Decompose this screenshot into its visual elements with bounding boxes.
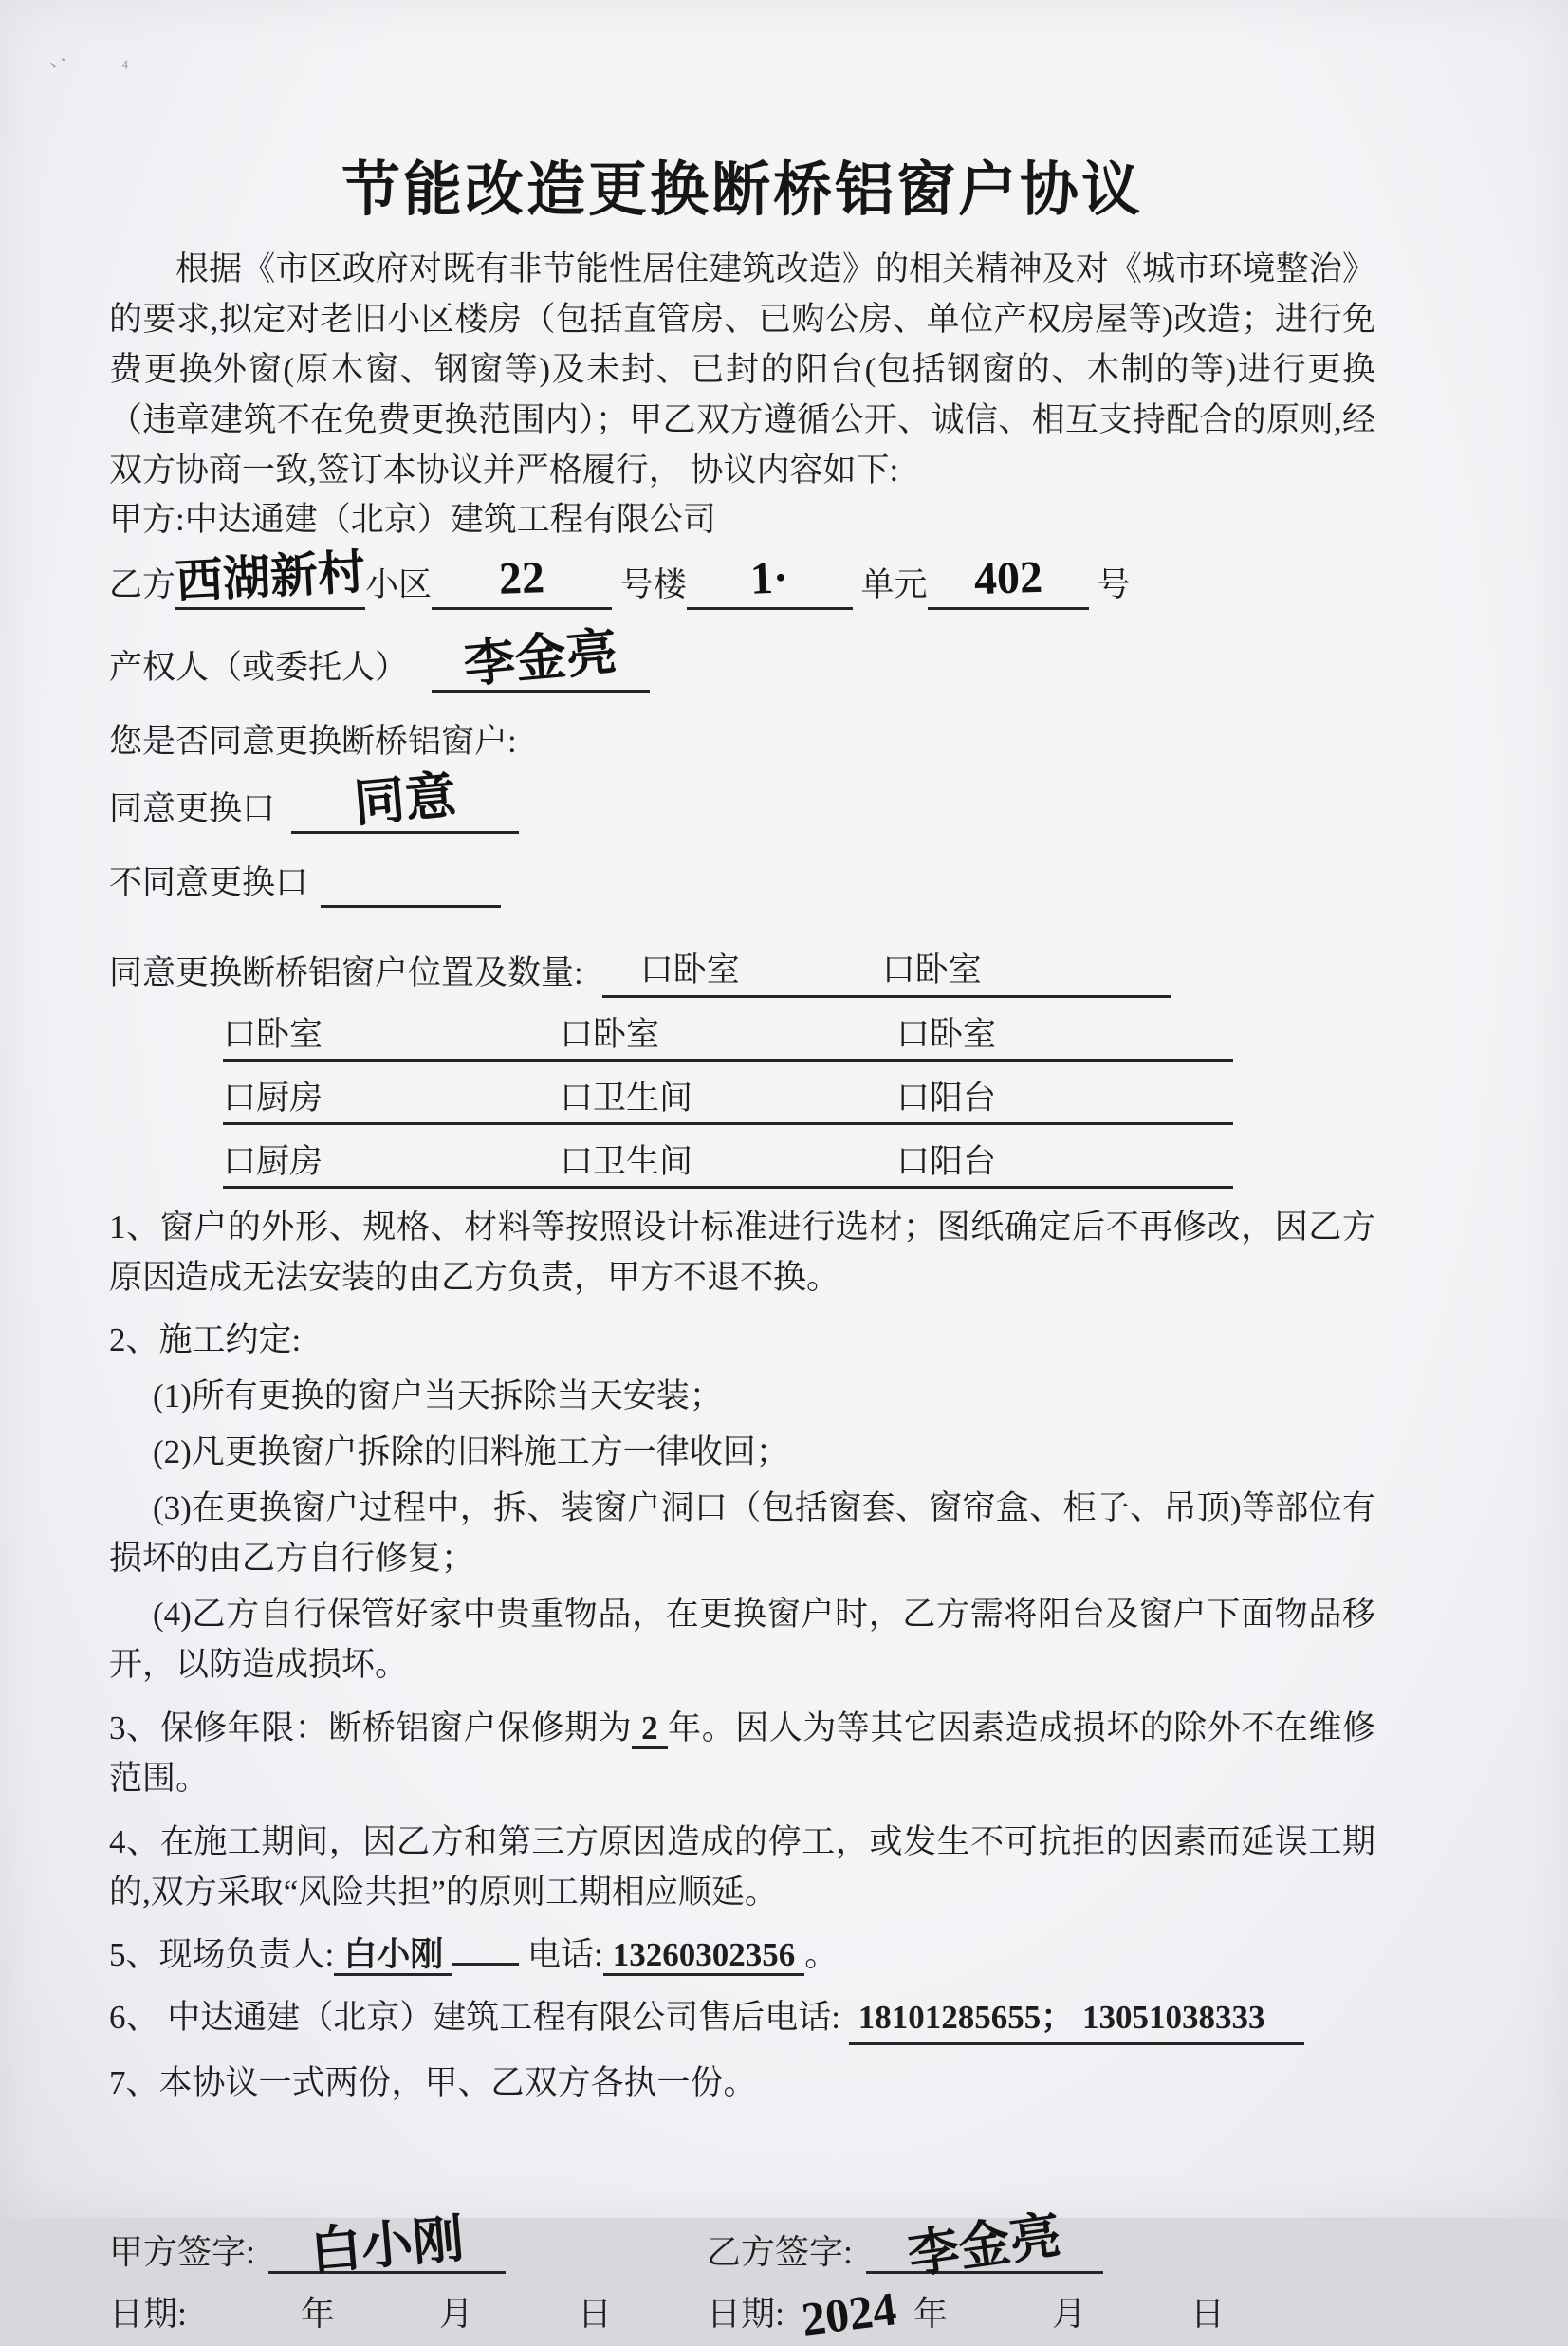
locations-row [223, 1138, 1233, 1189]
clause-6-prefix: 6、 中达通建（北京）建筑工程有限公司售后电话: [109, 1999, 840, 2036]
disagree-field[interactable] [321, 861, 501, 908]
community-handwriting: 西湖新村 [174, 545, 367, 609]
checkbox-bathroom[interactable]: 口卫生间 [560, 1143, 693, 1180]
scan-artifact: ₄ [121, 46, 129, 69]
party-b-year-handwriting: 2024 [798, 2281, 900, 2346]
unit-number-handwriting: 1· [749, 552, 790, 604]
clause-3 [109, 1703, 1375, 1803]
checkbox-kitchen[interactable]: 口厨房 [223, 1143, 323, 1180]
checkbox-bedroom[interactable]: 口卧室 [560, 1016, 660, 1053]
day-label: 日 [578, 2295, 613, 2333]
checkbox-bathroom[interactable]: 口卫生间 [560, 1080, 693, 1117]
party-a-signature-handwriting: 白小刚 [307, 2210, 467, 2281]
agree-label: 同意更换口 [109, 790, 276, 827]
building-suffix: 号楼 [619, 566, 687, 603]
checkbox-balcony[interactable]: 口阳台 [896, 1080, 997, 1117]
party-b-date-line [707, 2281, 1371, 2346]
aftersales-phones: 18101285655； 13051038333 [849, 1993, 1304, 2045]
room-number-handwriting: 402 [972, 551, 1043, 605]
clause-5-end: 。 [804, 1936, 839, 1973]
clause-3-prefix: 3、保修年限：断桥铝窗户保修期为 [109, 1709, 633, 1746]
year-label: 年 [301, 2295, 336, 2333]
unit-number-field[interactable] [687, 552, 853, 610]
month-label: 月 [1052, 2295, 1087, 2333]
building-number-handwriting: 22 [498, 552, 545, 604]
agree-handwriting: 同意 [351, 767, 459, 833]
clause-4: 4、在施工期间，因乙方和第三方原因造成的停工，或发生不可抗拒的因素而延误工期的,双方采取“风险共担”的原则工期相应顺延。 [109, 1823, 1375, 1911]
clause-2-sub-4: (4)乙方自行保管好家中贵重物品，在更换窗户时，乙方需将阳台及窗户下面物品移开，以防造成损坏。 [109, 1596, 1375, 1683]
site-manager-name: 白小刚 [334, 1936, 452, 1976]
building-number-field[interactable] [432, 552, 612, 610]
clause-5-mid: 电话: [527, 1936, 603, 1973]
checkbox-bedroom[interactable]: 口卧室 [881, 951, 982, 988]
checkbox-balcony[interactable]: 口阳台 [896, 1143, 997, 1180]
party-a-date-line [109, 2287, 707, 2336]
locations-row [223, 1075, 1233, 1125]
clause-6 [109, 1993, 1375, 2045]
clause-2-head: 2、施工约定: [109, 1321, 302, 1358]
owner-line [109, 623, 1375, 693]
clause-2-sub-3: (3)在更换窗户过程中，拆、装窗户洞口（包括窗套、窗帘盒、柜子、吊顶)等部位有损坏的由乙方自行修复； [109, 1489, 1375, 1577]
agree-field[interactable] [291, 767, 519, 834]
locations-header-field[interactable] [602, 946, 1171, 998]
intro-paragraph: 根据《市区政府对既有非节能性居住建筑改造》的相关精神及对《城市环境整治》的要求,拟定对老旧小区楼房（包括直管房、已购公房、单位产权房屋等)改造；进行免费更换外窗(原木窗、钢窗等)及未封、已封的阳台(包括钢窗的、木制的等)进行更换（违章建筑不在免费更换范围内）；甲乙双方遵循公开、诚信、相互支持配合的原则,经双方协商一致,签订本协议并严格履行， 协议内容如下: [109, 250, 1375, 489]
party-a-signature-field[interactable] [268, 2210, 506, 2281]
checkbox-kitchen[interactable]: 口厨房 [223, 1080, 323, 1117]
unit-suffix: 单元 [860, 566, 928, 603]
checkbox-bedroom[interactable]: 口卧室 [896, 1016, 997, 1053]
agree-line [109, 767, 1375, 834]
room-suffix: 号 [1097, 566, 1131, 603]
party-b-line [109, 545, 1375, 610]
party-b-signature-block [707, 2207, 1371, 2346]
checkbox-bedroom[interactable]: 口卧室 [223, 1016, 323, 1053]
clause-1: 1、窗户的外形、规格、材料等按照设计标准进行选材；图纸确定后不再修改，因乙方原因造成无法安装的由乙方负责，甲方不退不换。 [109, 1209, 1375, 1296]
room-number-field[interactable] [928, 551, 1089, 610]
disagree-label: 不同意更换口 [109, 864, 309, 901]
site-manager-phone: 13260302356 [603, 1936, 805, 1976]
party-b-signature-label: 乙方签字: [707, 2233, 854, 2271]
clause-5-prefix: 5、现场负责人: [109, 1936, 335, 1973]
clause-7: 7、本协议一式两份，甲、乙双方各执一份。 [109, 2064, 757, 2101]
locations-row [223, 1011, 1233, 1062]
party-a-signature-label: 甲方签字: [109, 2233, 256, 2271]
day-label: 日 [1190, 2295, 1226, 2333]
party-b-signature-handwriting: 李金亮 [904, 2207, 1065, 2284]
signature-area [109, 2207, 1375, 2346]
date-label: 日期: [707, 2295, 785, 2333]
disagree-line [109, 859, 1375, 908]
document-title: 节能改造更换断桥铝窗户协议 [341, 158, 1143, 223]
party-b-signature-field[interactable] [866, 2207, 1103, 2284]
agree-question: 您是否同意更换断桥铝窗户: [109, 723, 517, 760]
year-label: 年 [913, 2295, 949, 2333]
date-label: 日期: [109, 2295, 188, 2333]
party-b-label: 乙方 [109, 566, 176, 603]
community-suffix: 小区 [365, 566, 433, 603]
month-label: 月 [439, 2295, 474, 2333]
checkbox-bedroom[interactable]: 口卧室 [639, 951, 740, 988]
party-a-line: 甲方:中达通建（北京）建筑工程有限公司 [109, 501, 716, 538]
locations-label: 同意更换断桥铝窗户位置及数量: [109, 954, 583, 991]
owner-signature-handwriting: 李金亮 [461, 623, 620, 693]
clause-2-sub-1: (1)所有更换的窗户当天拆除当天安装； [153, 1377, 723, 1414]
locations-header-line [109, 946, 1375, 998]
owner-label: 产权人（或委托人） [109, 649, 409, 686]
owner-signature-field[interactable] [432, 623, 650, 693]
community-field[interactable] [174, 545, 367, 610]
scan-artifact: 、· [49, 47, 67, 71]
warranty-years-field[interactable]: 2 [632, 1709, 668, 1749]
party-a-signature-block [109, 2210, 707, 2336]
document-body [109, 142, 1375, 2346]
clause-2-sub-2: (2)凡更换窗户拆除的旧料施工方一律收回； [153, 1433, 789, 1470]
clause-3-suffix: 年。因人为等其它因素造成损坏的除外不在维修范围。 [109, 1709, 1375, 1797]
clause-5 [109, 1930, 1375, 1980]
